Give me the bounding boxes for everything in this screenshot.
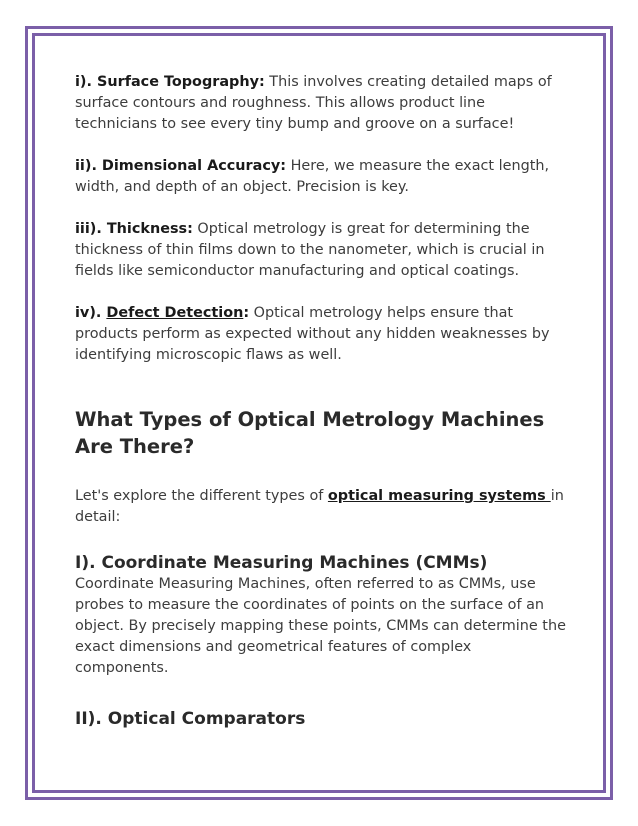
thickness-title: iii). Thickness: — [75, 221, 193, 237]
intro-text-after: in detail: — [75, 488, 564, 525]
surface-topography-text: This involves creating detailed maps of surface contours and roughness. This allows product line technicians to see every tiny bump and groove on a surface! — [75, 74, 552, 132]
section-heading: What Types of Optical Metrology Machines Are There? — [75, 408, 545, 458]
dimensional-accuracy-paragraph — [75, 156, 567, 198]
optical-measuring-systems-link[interactable]: optical measuring systems — [327, 488, 551, 504]
section-intro — [75, 486, 567, 528]
defect-detection-link[interactable]: Defect Detection — [106, 305, 244, 321]
thickness-paragraph — [75, 219, 567, 282]
defect-detection-prefix: iv). — [75, 305, 107, 321]
defect-detection-colon: : — [243, 305, 250, 321]
cmm-paragraph: Coordinate Measuring Machines, often referred to as CMMs, use probes to measure the coordinates of points on the surface of an object. By precisely mapping these points, CMMs can determine the exact dimensions and geometrical features of complex components. — [75, 576, 566, 676]
defect-detection-text: Optical metrology helps ensure that products perform as expected without any hidden weaknesses by identifying microscopic flaws as well. — [75, 305, 550, 363]
intro-text-before: Let's explore the different types of — [75, 488, 328, 504]
surface-topography-paragraph — [75, 72, 567, 135]
dimensional-accuracy-title: ii). Dimensional Accuracy: — [75, 158, 286, 174]
defect-detection-paragraph — [75, 303, 567, 366]
thickness-text: Optical metrology is great for determining the thickness of thin films down to the nanometer, which is crucial in fields like semiconductor manufacturing and optical coatings. — [75, 221, 545, 279]
dimensional-accuracy-text: Here, we measure the exact length, width, and depth of an object. Precision is key. — [75, 158, 550, 195]
cmm-heading: I). Coordinate Measuring Machines (CMMs) — [75, 553, 488, 573]
optical-comparators-heading: II). Optical Comparators — [75, 709, 306, 729]
document-body — [75, 72, 567, 730]
surface-topography-title: i). Surface Topography: — [75, 74, 265, 90]
